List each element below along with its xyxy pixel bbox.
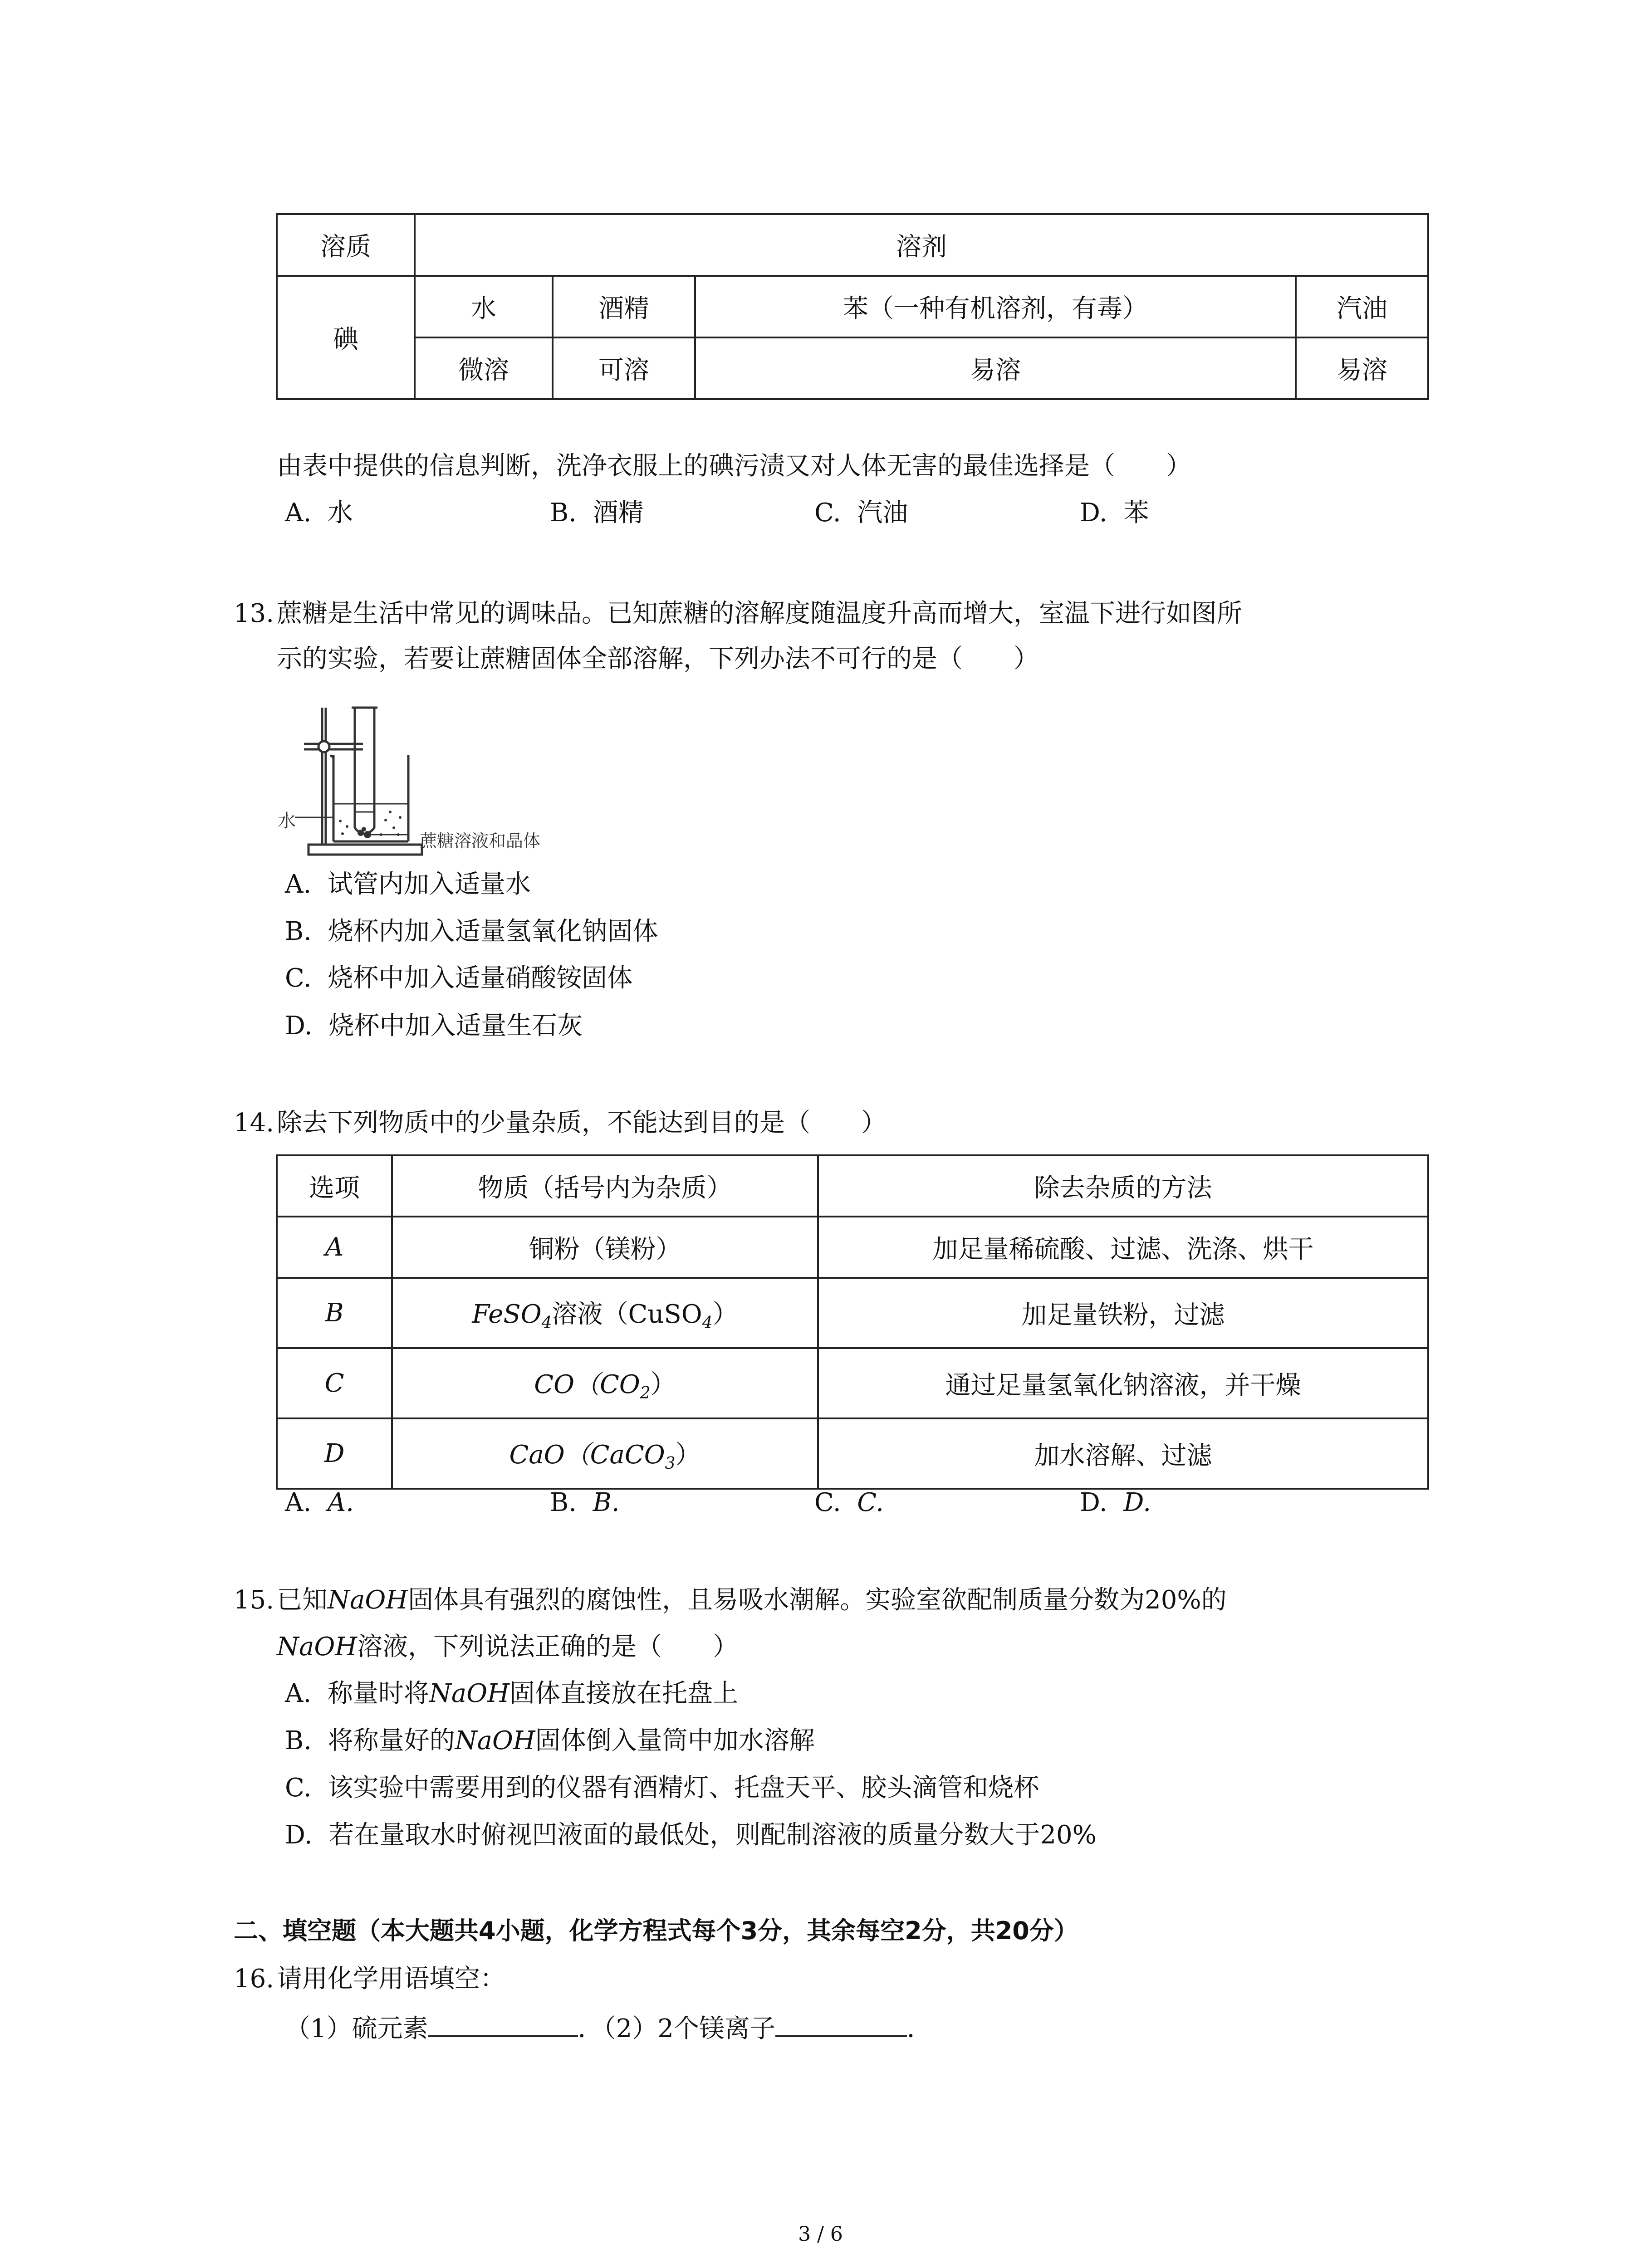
q13-option-a: A. 试管内加入适量水 [285, 870, 531, 899]
row-d-substance: CaO（CaCO$_3$） [392, 1418, 818, 1489]
header-substance: 物质（括号内为杂质） [392, 1155, 818, 1217]
q15-number: 15. [234, 1585, 274, 1615]
q14-option-a: A. A. [285, 1488, 354, 1517]
q14-number: 14. [234, 1108, 274, 1138]
q16-number: 16. [234, 1964, 274, 1994]
answer-blank-2[interactable] [775, 2031, 907, 2037]
page-number: 3 / 6 [798, 2223, 843, 2246]
row-b-substance: FeSO$_4$溶液（CuSO$_4$） [392, 1278, 818, 1348]
q13-stem-line1: 蔗糖是生活中常见的调味品。已知蔗糖的溶解度随温度升高而增大，室温下进行如图所 [277, 599, 1242, 628]
header-option: 选项 [277, 1155, 392, 1217]
solvent-water: 水 [415, 276, 553, 337]
figure-label-solution: 蔗糖溶液和晶体 [420, 831, 541, 851]
q13-option-b: B. 烧杯内加入适量氢氧化钠固体 [285, 917, 658, 946]
q15-option-a: A. 称量时将NaOH固体直接放在托盘上 [285, 1679, 738, 1708]
row-a-option: A [277, 1217, 392, 1278]
table-row [277, 1217, 1428, 1278]
q14-option-d: D. D. [1080, 1488, 1151, 1517]
q16-blanks-line: （1）硫元素 ．（2）2个镁离子 ． [285, 2014, 932, 2043]
q13-stem-line2: 示的实验，若要让蔗糖固体全部溶解，下列办法不可行的是（ ） [277, 644, 1039, 674]
table-row [277, 1278, 1428, 1348]
row-a-substance: 铜粉（镁粉） [392, 1217, 818, 1278]
solvent-header: 溶剂 [415, 214, 1428, 276]
q15-option-c: C. 该实验中需要用到的仪器有酒精灯、托盘天平、胶头滴管和烧杯 [285, 1773, 1039, 1803]
q15-option-b: B. 将称量好的NaOH固体倒入量筒中加水溶解 [285, 1726, 815, 1755]
q12-option-d: D. 苯 [1080, 498, 1149, 528]
row-b-option: B [277, 1278, 392, 1348]
table-row [277, 1348, 1428, 1418]
q12-option-c: C. 汽油 [814, 498, 908, 528]
row-d-option: D [277, 1418, 392, 1489]
row-b-method: 加足量铁粉，过滤 [818, 1278, 1428, 1348]
solubility-alcohol: 可溶 [553, 337, 695, 399]
solvent-gasoline: 汽油 [1296, 276, 1428, 337]
q13-option-d: D. 烧杯中加入适量生石灰 [285, 1011, 583, 1041]
q15-stem-line2: NaOH溶液，下列说法正确的是（ ） [277, 1632, 739, 1662]
table-row [277, 1418, 1428, 1489]
row-d-method: 加水溶解、过滤 [818, 1418, 1428, 1489]
row-c-method: 通过足量氢氧化钠溶液，并干燥 [818, 1348, 1428, 1418]
solvent-benzene: 苯（一种有机溶剂，有毒） [695, 276, 1296, 337]
q15-option-d: D. 若在量取水时俯视凹液面的最低处，则配制溶液的质量分数大于20% [285, 1820, 1097, 1850]
solubility-water: 微溶 [415, 337, 553, 399]
q16-stem: 请用化学用语填空： [277, 1964, 505, 1994]
solubility-gasoline: 易溶 [1296, 337, 1428, 399]
q15-stem-line1: 已知NaOH固体具有强烈的腐蚀性，且易吸水潮解。实验室欲配制质量分数为20%的 [277, 1585, 1227, 1615]
section-title: 二、填空题（本大题共4小题，化学方程式每个3分，其余每空2分，共20分） [234, 1916, 1078, 1945]
q12-option-b: B. 酒精 [550, 498, 644, 528]
q14-stem: 除去下列物质中的少量杂质，不能达到目的是（ ） [277, 1108, 887, 1138]
solubility-benzene: 易溶 [695, 337, 1296, 399]
q13-option-c: C. 烧杯中加入适量硝酸铵固体 [285, 963, 633, 993]
impurity-table [276, 1154, 1429, 1490]
header-method: 除去杂质的方法 [818, 1155, 1428, 1217]
q14-option-b: B. B. [550, 1488, 620, 1517]
q12-stem: 由表中提供的信息判断，洗净衣服上的碘污渍又对人体无害的最佳选择是（ ） [277, 451, 1191, 481]
solvent-alcohol: 酒精 [553, 276, 695, 337]
solute-header: 溶质 [277, 214, 415, 276]
row-c-option: C [277, 1348, 392, 1418]
answer-blank-1[interactable] [428, 2031, 578, 2037]
q12-option-a: A. 水 [285, 498, 353, 528]
row-a-method: 加足量稀硫酸、过滤、洗涤、烘干 [818, 1217, 1428, 1278]
solute-cell: 碘 [277, 276, 415, 399]
figure-label-water: 水 [278, 811, 296, 831]
q14-option-c: C. C. [814, 1488, 884, 1517]
solubility-table [276, 213, 1429, 400]
row-c-substance: $CO(CO_2)$ [392, 1348, 818, 1418]
q13-number: 13. [234, 599, 274, 628]
